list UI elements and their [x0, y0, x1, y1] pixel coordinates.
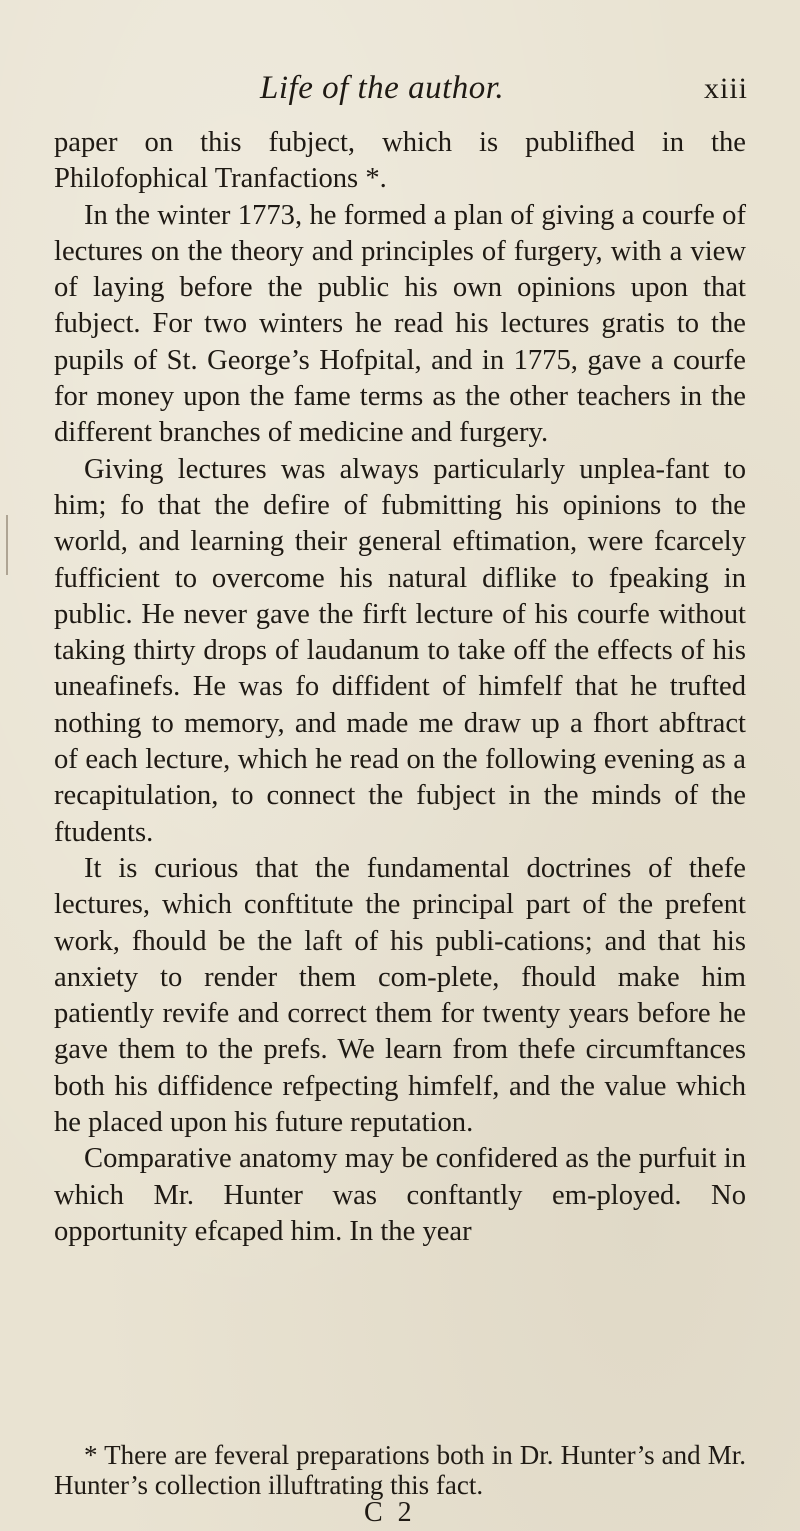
- signature-mark: C 2: [364, 1497, 416, 1528]
- footnote: * There are feveral preparations both in Dr. Hunter’s and Mr. Hunter’s collection illuftrating this fact.: [54, 1440, 746, 1500]
- paragraph-giving-lectures: Giving lectures was always particularly unplea-fant to him; fo that the defire of fubmitting his opinions to the world, and learning their general eftimation, were fcarcely fufficient to overcome his natural diflike to fpeaking in public. He never gave the firft lecture of his courfe without taking thirty drops of laudanum to take off the effects of his uneafinefs. He was fo diffident of himfelf that he trufted nothing to memory, and made me draw up a fhort abftract of each lecture, which he read on the following evening as a recapitulation, to connect the fubject in the minds of the ftudents.: [54, 453, 746, 848]
- margin-bleed-mark: [6, 515, 14, 575]
- body-text: [54, 125, 746, 1250]
- page-number: xiii: [703, 72, 748, 105]
- paragraph-comparative-anatomy: Comparative anatomy may be confidered as the purfuit in which Mr. Hunter was conftantly em-ployed. No opportunity efcaped him. In the year: [54, 1143, 746, 1247]
- paragraph-continued: paper on this fubject, which is publifhed in the Philofophical Tranfactions *.: [54, 127, 746, 195]
- paragraph-fundamental-doctrines: It is curious that the fundamental doctrines of thefe lectures, which conftitute the principal part of the prefent work, fhould be the laft of his publi-cations; and that his anxiety to render them com-plete, fhould make him patiently revife and correct them for twenty years before he gave them to the prefs. We learn from thefe circumftances both his diffidence refpecting himfelf, and the value which he placed upon his future reputation.: [54, 852, 746, 1139]
- running-title: Life of the author.: [260, 70, 505, 106]
- paragraph-lectures-plan: In the winter 1773, he formed a plan of giving a courfe of lectures on the theory and principles of furgery, with a view of laying before the public his own opinions upon that fubject. For two winters he read his lectures gratis to the pupils of St. George’s Hofpital, and in 1775, gave a courfe for money upon the fame terms as the other teachers in the different branches of medicine and furgery.: [54, 199, 746, 449]
- page-header: [50, 70, 750, 116]
